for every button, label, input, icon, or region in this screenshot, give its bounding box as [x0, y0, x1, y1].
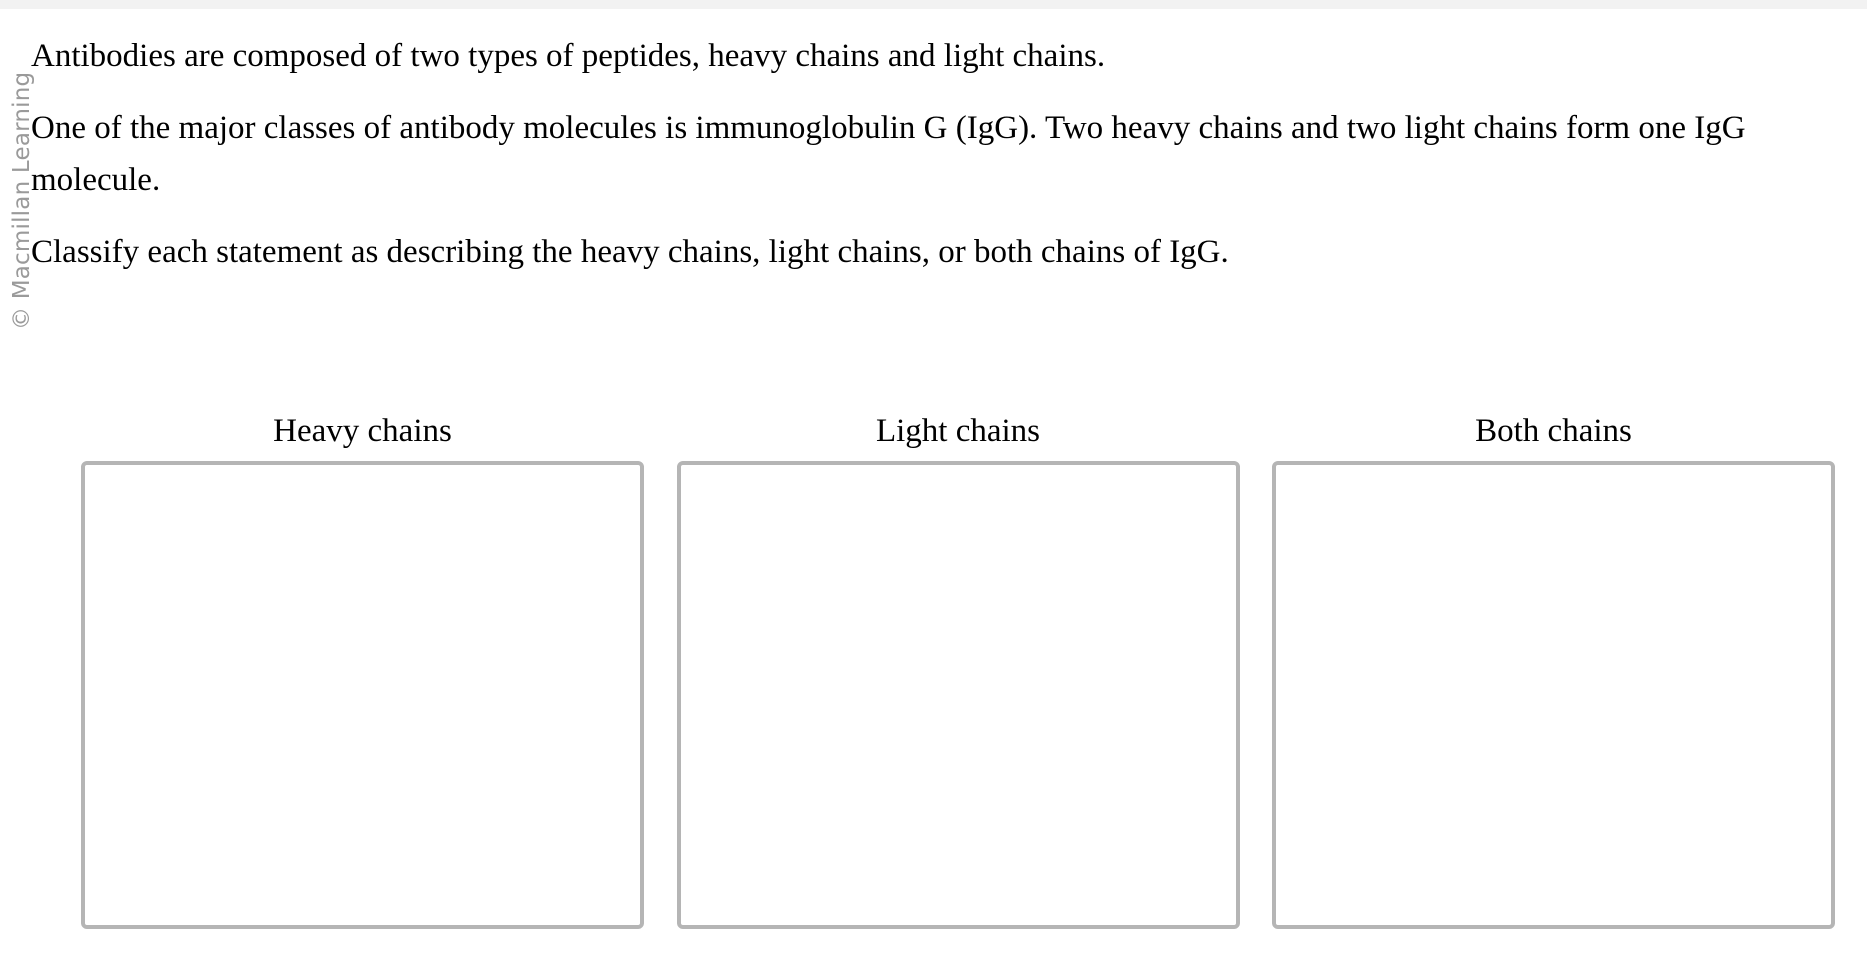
bin-both-chains	[1272, 405, 1835, 929]
bin-label-heavy-chains: Heavy chains	[273, 413, 452, 449]
classification-bins	[81, 405, 1835, 929]
copyright-watermark	[0, 0, 35, 340]
drop-zone-heavy-chains[interactable]	[81, 461, 644, 929]
bin-label-light-chains: Light chains	[875, 413, 1041, 449]
bin-light-chains	[677, 405, 1240, 929]
question-paragraph-1: Antibodies are composed of two types of peptides, heavy chains and light chains.	[31, 38, 1106, 74]
question-paragraph-2: One of the major classes of antibody molecules is immunoglobulin G (IgG). Two heavy chains and two light chains form one IgG molecule.	[31, 110, 1746, 198]
drop-zone-light-chains[interactable]	[677, 461, 1240, 929]
question-paragraph-3: Classify each statement as describing the heavy chains, light chains, or both chains of IgG.	[31, 234, 1229, 270]
drop-zone-both-chains[interactable]	[1272, 461, 1835, 929]
bin-heavy-chains	[81, 405, 644, 929]
watermark-text: © Macmillan Learning	[9, 71, 35, 330]
bin-label-both-chains: Both chains	[1475, 413, 1632, 449]
question-text	[31, 30, 1851, 298]
top-strip	[0, 0, 1867, 9]
